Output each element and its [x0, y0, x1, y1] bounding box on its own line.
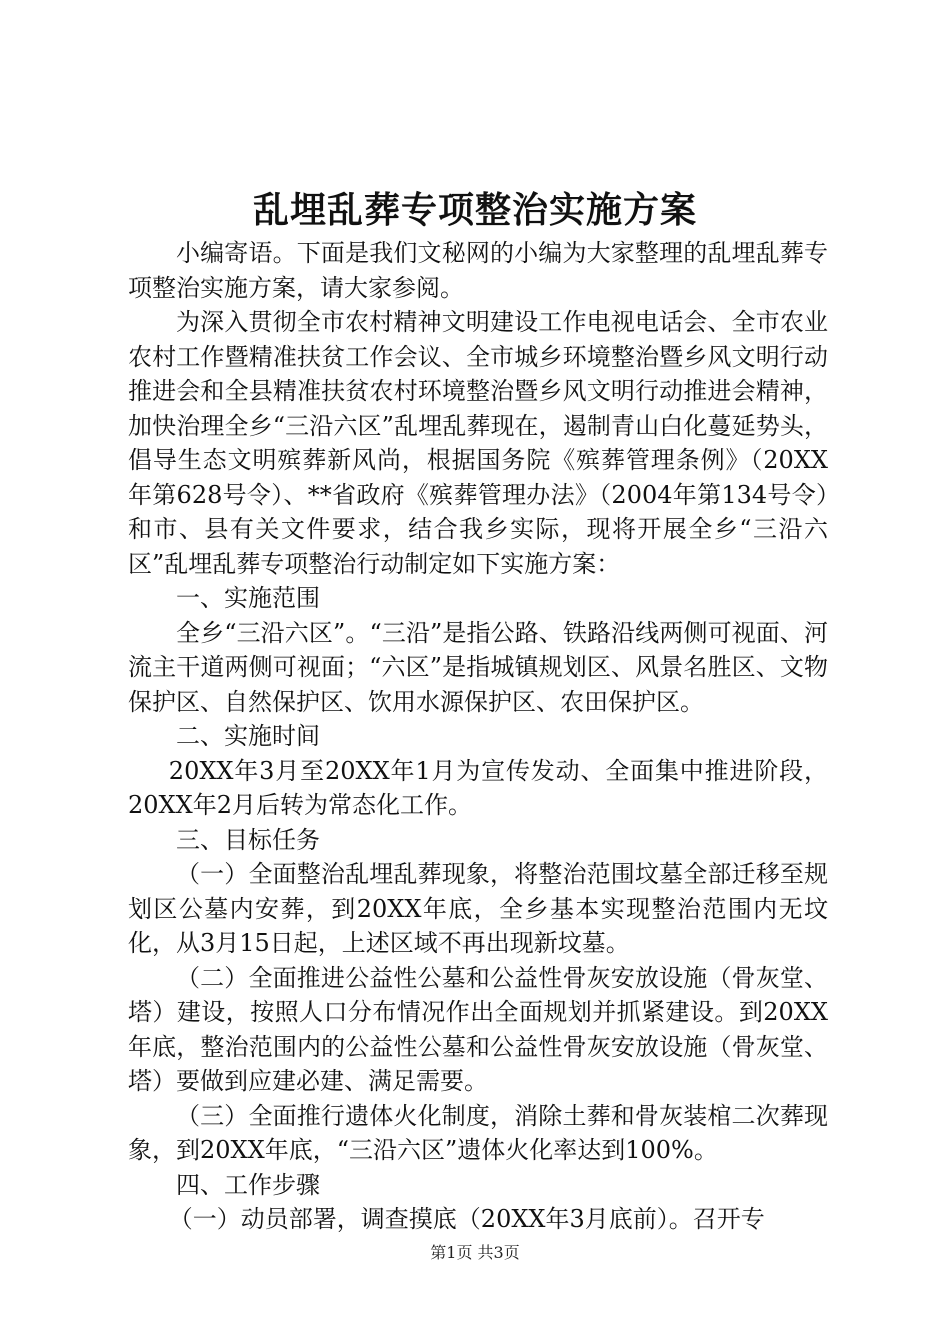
- document-title: 乱埋乱葬专项整治实施方案: [252, 189, 697, 231]
- paragraph-goal-3: （三）全面推行遗体火化制度，消除土葬和骨灰装棺二次葬现象，到20XX年底，“三沿六区”遗体火化率达到100%。: [128, 1101, 828, 1164]
- page-footer: 第1页 共3页: [430, 1243, 520, 1262]
- paragraph-intro: 小编寄语。下面是我们文秘网的小编为大家整理的乱埋乱葬专项整治实施方案，请大家参阅。: [128, 239, 828, 302]
- section-heading-scope: 一、实施范围: [176, 584, 320, 612]
- section-heading-time: 二、实施时间: [176, 722, 320, 750]
- paragraph-purpose: 为深入贯彻全市农村精神文明建设工作电视电话会、全市农业农村工作暨精准扶贫工作会议、全市城乡环境整治暨乡风文明行动推进会和全县精准扶贫农村环境整治暨乡风文明行动推进会精神，加快治理全乡“三沿六区”乱埋乱葬现在，遏制青山白化蔓延势头，倡导生态文明殡葬新风尚，根据国务院《殡葬管理条例》（20XX年第628号令）、**省政府《殡葬管理办法》（2004年第134号令）和市、县有关文件要求，结合我乡实际，现将开展全乡“三沿六区”乱埋乱葬专项整治行动制定如下实施方案：: [128, 308, 828, 578]
- paragraph-scope: 全乡“三沿六区”。“三沿”是指公路、铁路沿线两侧可视面、河流主干道两侧可视面；“六区”是指城镇规划区、风景名胜区、文物保护区、自然保护区、饮用水源保护区、农田保护区。: [128, 618, 828, 716]
- document-body: [128, 236, 828, 1237]
- paragraph-step-1: （一）动员部署，调查摸底（20XX年3月底前）。召开专: [168, 1205, 765, 1233]
- paragraph-goal-2: （二）全面推进公益性公墓和公益性骨灰安放设施（骨灰堂、塔）建设，按照人口分布情况作出全面规划并抓紧建设。到20XX年底，整治范围内的公益性公墓和公益性骨灰安放设施（骨灰堂、塔）要做到应建必建、满足需要。: [128, 963, 828, 1095]
- paragraph-goal-1: （一）全面整治乱埋乱葬现象，将整治范围坟墓全部迁移至规划区公墓内安葬，到20XX年底，全乡基本实现整治范围内无坟化，从3月15日起，上述区域不再出现新坟墓。: [128, 860, 828, 957]
- section-heading-steps: 四、工作步骤: [176, 1170, 320, 1199]
- paragraph-time: 20XX年3月至20XX年1月为宣传发动、全面集中推进阶段，20XX年2月后转为常态化工作。: [128, 756, 828, 819]
- section-heading-goals: 三、目标任务: [176, 825, 320, 854]
